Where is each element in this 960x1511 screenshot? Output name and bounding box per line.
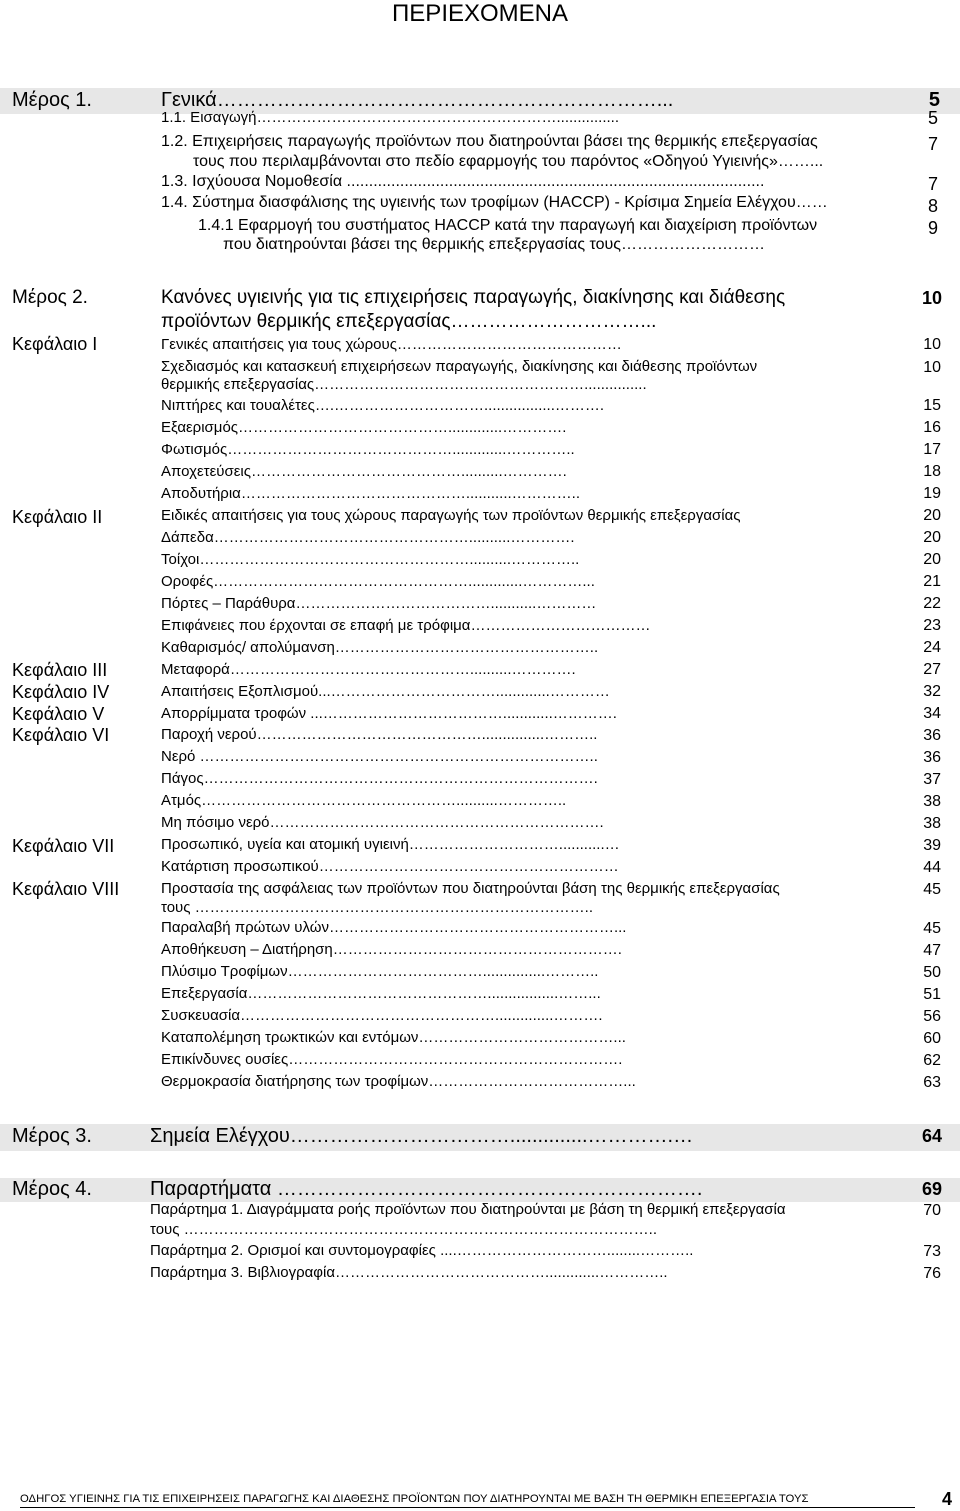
chapter-label: Κεφάλαιο Ι <box>12 334 98 354</box>
toc-entry[interactable]: τους ………………………………………………………………………………….. <box>150 1221 657 1238</box>
toc-page: 36 <box>923 749 941 766</box>
toc-entry[interactable]: Σχεδιασμός και κατασκευή επιχειρήσεων παραγωγής, διακίνησης και διάθεσης προϊόντων <box>161 358 758 375</box>
chapter-label: Κεφάλαιο VIII <box>12 879 120 899</box>
part4-page: 69 <box>921 1179 942 1199</box>
toc-page: 38 <box>923 815 941 832</box>
toc-page: 10 <box>923 359 941 376</box>
toc-entry[interactable]: Επιφάνειες που έρχονται σε επαφή με τρόφιμα……………………………… <box>161 617 651 634</box>
toc-entry[interactable]: Καταπολέμηση τρωκτικών και εντόμων…………………………………... <box>161 1029 626 1046</box>
toc-entry[interactable]: που διατηρούνται βάσει της θερμικής επεξεργασίας τους……………………… <box>223 236 765 253</box>
toc-entry[interactable]: 1.4.1 Εφαρμογή του συστήματος HACCP κατά την παραγωγή και διαχείριση προϊόντων <box>198 217 818 234</box>
part1-label: Μέρος 1. <box>12 89 92 111</box>
toc-page: 62 <box>923 1052 941 1069</box>
toc-entry[interactable]: Προστασία της ασφάλειας των προϊόντων που διατηρούνται βάση της θερμικής επεξεργασίας <box>161 880 780 897</box>
toc-entry[interactable]: Απορρίμματα τροφών ...………………………………............…………. <box>161 705 617 722</box>
toc-page: 60 <box>923 1030 941 1047</box>
toc-page: 27 <box>923 661 941 678</box>
toc-entry[interactable]: Παράρτημα 3. Βιβλιογραφία…………………………………….............………….. <box>150 1264 668 1281</box>
toc-entry[interactable]: τους …………………………………………………………………….. <box>161 899 593 916</box>
chapter-label: Κεφάλαιο ΙΙ <box>12 507 103 527</box>
toc-page: 23 <box>923 617 941 634</box>
chapter-label: Κεφάλαιο IV <box>12 682 110 702</box>
toc-entry[interactable]: 1.4. Σύστημα διασφάλισης της υγιεινής των τροφίμων (HACCP) - Κρίσιμα Σημεία Ελέγχου…… <box>161 194 828 211</box>
toc-entry[interactable]: Απαιτήσεις Εξοπλισμού...…………………………….............………… <box>161 683 610 700</box>
toc-entry[interactable]: 1.3. Ισχύουσα Νομοθεσία .............................................................................................. <box>161 173 765 190</box>
toc-entry[interactable]: Αποδυτήρια………………………………………...........………….. <box>161 485 581 502</box>
toc-page: 7 <box>927 174 938 194</box>
toc-entry[interactable]: Αποθήκευση – Διατήρηση…………………………………………………. <box>161 941 622 958</box>
part2-title[interactable]: Κανόνες υγιεινής για τις επιχειρήσεις παραγωγής, διακίνησης και διάθεσης <box>161 287 786 308</box>
toc-page: 45 <box>923 920 941 937</box>
toc-entry[interactable]: Προσωπικό, υγεία και ατομική υγιεινή…………………………...........… <box>161 836 620 853</box>
part3-page: 64 <box>921 1126 942 1146</box>
toc-page: 32 <box>923 683 941 700</box>
toc-entry[interactable]: Γενικές απαιτήσεις για τους χώρους……………………………………… <box>161 336 622 353</box>
toc-entry[interactable]: Επεξεργασία………………………………………….................……... <box>161 985 601 1002</box>
part4-label: Μέρος 4. <box>12 1178 92 1200</box>
toc-page: 5 <box>927 108 938 128</box>
toc-page: 76 <box>923 1265 941 1282</box>
chapter-label: Κεφάλαιο V <box>12 704 105 724</box>
footer-rule <box>20 1507 915 1508</box>
toc-entry[interactable]: Δάπεδα……………………………………………..........…………. <box>161 529 575 546</box>
toc-page: 9 <box>927 218 938 238</box>
toc-entry[interactable]: Πόρτες – Παράθυρα…………………………………...........………… <box>161 595 597 612</box>
toc-page: 16 <box>923 419 941 436</box>
chapter-label: Κεφάλαιο ΙΙΙ <box>12 660 108 680</box>
toc-page: 38 <box>923 793 941 810</box>
toc-entry[interactable]: Καθαρισμός/ απολύμανση…………………………………………….. <box>161 639 599 656</box>
part2-title[interactable]: προϊόντων θερμικής επεξεργασίας…………………………... <box>161 311 657 332</box>
toc-entry[interactable]: θερμικής επεξεργασίας………………………………………………............... <box>161 376 647 393</box>
part3-title[interactable]: Σημεία Ελέγχου……………………………..............………….… <box>150 1125 694 1147</box>
toc-page: 50 <box>923 964 941 981</box>
page-title: ΠΕΡΙΕΧΟΜΕΝΑ <box>391 0 569 27</box>
part3-label: Μέρος 3. <box>12 1125 92 1147</box>
toc-page: 22 <box>923 595 941 612</box>
toc-entry[interactable]: Θερμοκρασία διατήρησης των τροφίμων…………………………………... <box>161 1073 636 1090</box>
toc-entry[interactable]: Τοίχοι………………………………………………..........………….. <box>161 551 580 568</box>
toc-page: 36 <box>923 727 941 744</box>
part4-title[interactable]: Παραρτήματα ………………………………………………………. <box>150 1178 703 1200</box>
toc-entry[interactable]: Μη πόσιμο νερό…………………………………………………………. <box>161 814 604 831</box>
toc-entry[interactable]: Πλύσιμο Τροφίμων…………………………………...............……….. <box>161 963 599 980</box>
toc-page: 47 <box>923 942 941 959</box>
toc-page: 18 <box>923 463 941 480</box>
toc-page: 7 <box>927 134 938 154</box>
toc-entry[interactable]: Νιπτήρες και τουαλέτες….………………………….................………. <box>161 397 605 414</box>
toc-entry[interactable]: Ειδικές απαιτήσεις για τους χώρους παραγωγής των προϊόντων θερμικής επεξεργασίας <box>161 507 741 524</box>
toc-page: 44 <box>923 859 941 876</box>
toc-entry[interactable]: Πάγος……………………………………………………………………. <box>161 770 598 787</box>
toc-page: 20 <box>923 529 941 546</box>
toc-entry[interactable]: 1.1. Εισαγωγή……………………………………………………............... <box>161 109 620 126</box>
part2-page: 10 <box>921 288 942 308</box>
toc-page: 63 <box>923 1074 941 1091</box>
toc-entry[interactable]: Παράρτημα 1. Διαγράμματα ροής προϊόντων που διατηρούνται με βάση τη θερμική επεξεργασία <box>150 1201 786 1218</box>
toc-page: 20 <box>923 507 941 524</box>
toc-page: 24 <box>923 639 941 656</box>
toc-page: 45 <box>923 881 941 898</box>
footer-title: ΟΔΗΓΟΣ ΥΓΙΕΙΝΗΣ ΓΙΑ ΤΙΣ ΕΠΙΧΕΙΡΗΣΕΙΣ ΠΑΡΑΓΩΓΗΣ ΚΑΙ ΔΙΑΘΕΣΗΣ ΠΡΟΪΟΝΤΩΝ ΠΟΥ ΔΙΑΤΗΡΟΥΝΤΑΙ ΜΕ ΒΑΣΗ ΤΗ ΘΕΡΜΙΚΗ ΕΠΕΞΕΡΓΑΣΙΑ ΤΟΥΣ <box>20 1493 809 1505</box>
toc-entry[interactable]: Παροχή νερού………………………………………...............……….. <box>161 726 598 743</box>
toc-page: 21 <box>923 573 941 590</box>
chapter-label: Κεφάλαιο VII <box>12 836 115 856</box>
toc-entry[interactable]: Αποχετεύσεις……………………………………..........…………. <box>161 463 567 480</box>
toc-entry[interactable]: Παραλαβή πρώτων υλών…………………………………………………... <box>161 919 627 936</box>
toc-page: 8 <box>927 196 938 216</box>
toc-entry[interactable]: 1.2. Επιχειρήσεις παραγωγής προϊόντων που διατηρούνται βάσει της θερμικής επεξεργασίας <box>161 133 818 150</box>
toc-page: 70 <box>923 1202 941 1219</box>
toc-page: 17 <box>923 441 941 458</box>
toc-page: 51 <box>923 986 941 1003</box>
toc-page: 10 <box>923 336 941 353</box>
toc-page: 37 <box>923 771 941 788</box>
toc-page: 56 <box>923 1008 941 1025</box>
toc-entry[interactable]: Επικίνδυνες ουσίες…………………………………………………………. <box>161 1051 623 1068</box>
toc-entry[interactable]: Μεταφορά…………………………………………..........…………. <box>161 661 576 678</box>
page-footer <box>0 1489 960 1511</box>
part1-title[interactable]: Γενικά…………………………………………………………... <box>161 89 674 111</box>
toc-page: 73 <box>923 1243 941 1260</box>
part1-page: 5 <box>928 89 940 111</box>
toc-page: 19 <box>923 485 941 502</box>
toc-page: 20 <box>923 551 941 568</box>
toc-page: 39 <box>923 837 941 854</box>
page-number: 4 <box>942 1489 953 1509</box>
toc-entry[interactable]: Συσκευασία……………………………………………..............………. <box>161 1007 603 1024</box>
toc-entry[interactable]: Οροφές…………………………………………….............…………... <box>161 573 595 590</box>
toc-page: 34 <box>923 705 941 722</box>
toc-entry[interactable]: Φωτισμός……………………………………….............………….. <box>161 441 575 458</box>
toc-page: 15 <box>923 397 941 414</box>
part2-label: Μέρος 2. <box>12 287 88 308</box>
toc-entry[interactable]: Ατμός……………………………………………..........………….. <box>161 792 567 809</box>
toc-entry[interactable]: Νερό …………………………………………………………………….. <box>161 748 598 765</box>
toc-entry[interactable]: Εξαερισμός…………………………………….............…………. <box>161 419 567 436</box>
toc-entry[interactable]: Κατάρτιση προσωπικού…………………………………………………… <box>161 858 619 875</box>
toc-entry[interactable]: Παράρτημα 2. Ορισμοί και συντομογραφίες ....…………………………........……….. <box>150 1242 694 1259</box>
chapter-label: Κεφάλαιο VI <box>12 725 110 745</box>
toc-entry[interactable]: τους που περιλαμβάνονται στο πεδίο εφαρμογής του παρόντος «Οδηγού Υγιεινής»……... <box>193 153 824 170</box>
